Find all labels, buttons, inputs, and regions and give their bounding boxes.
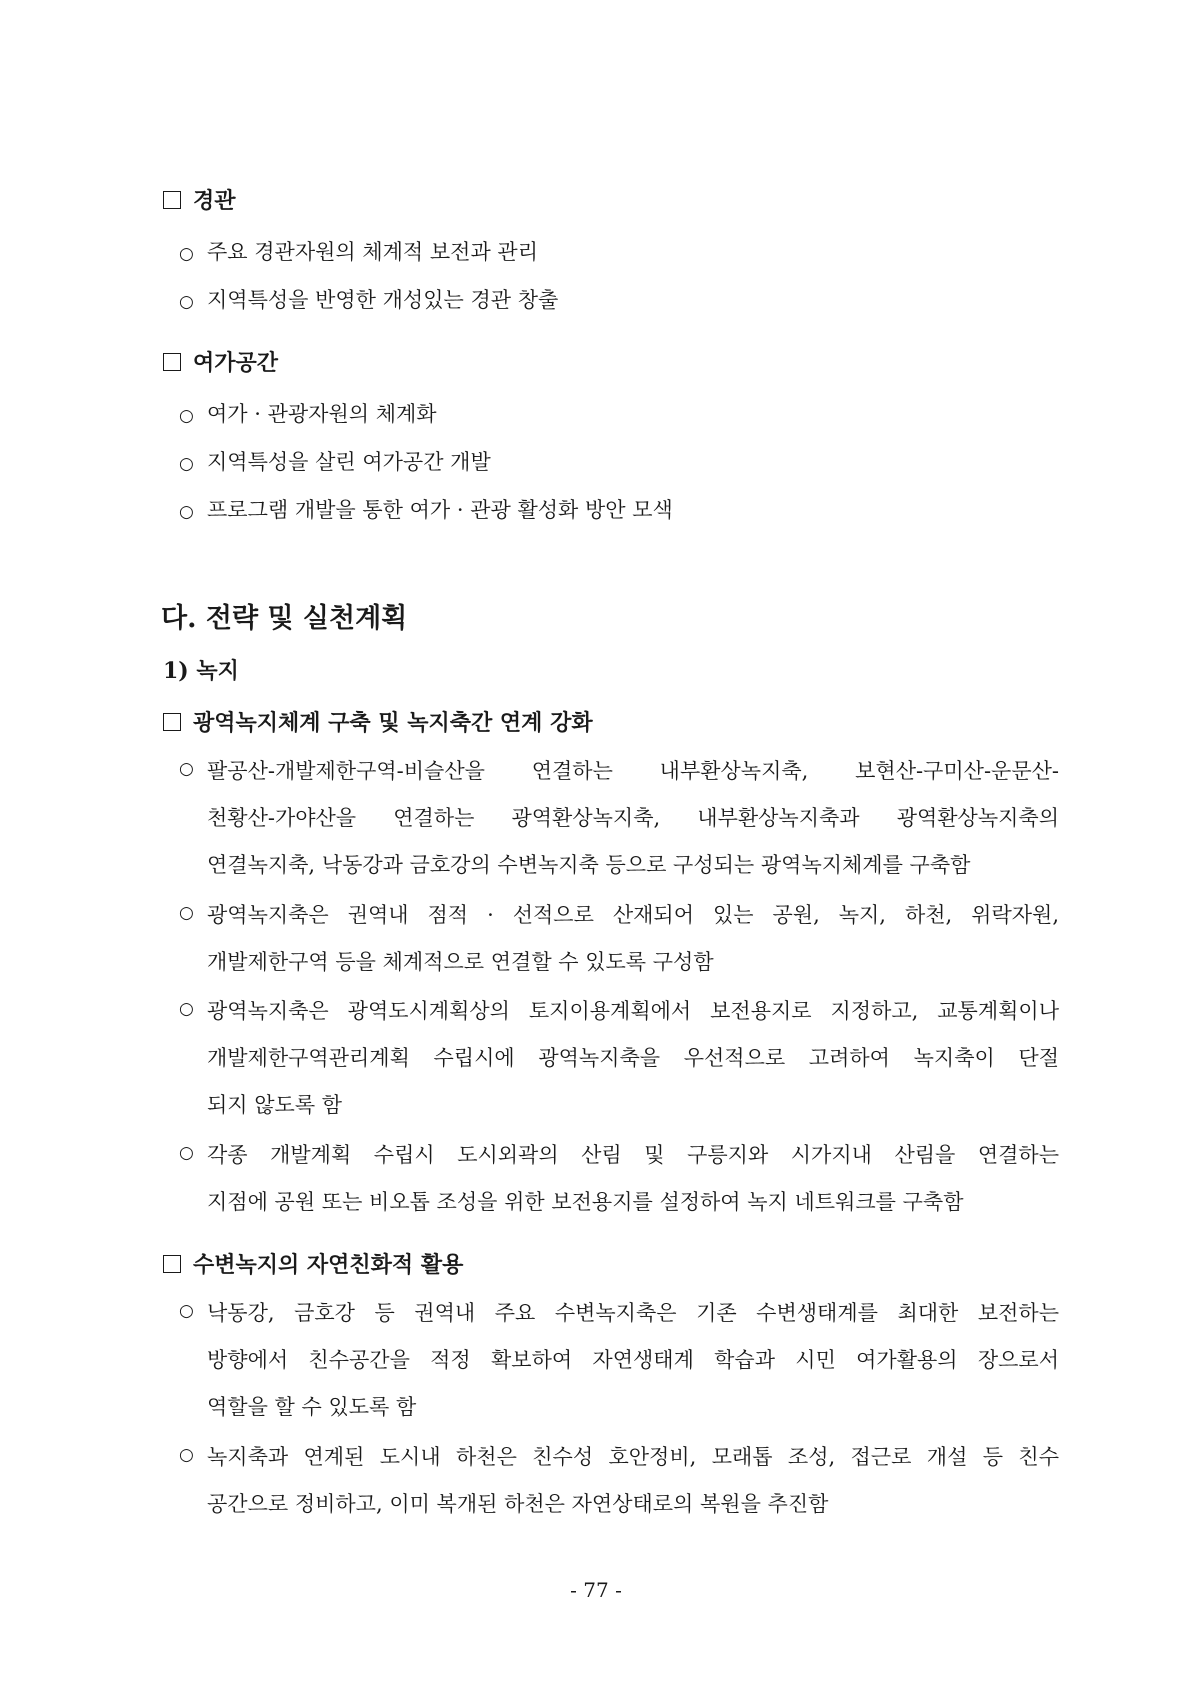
circle-bullet-icon: ○ (179, 454, 194, 474)
paragraph-line: 팔공산-개발제한구역-비슬산을 연결하는 내부환상녹지축, 보현산-구미산-운문산- (207, 759, 1059, 783)
regional-green-heading-text: 광역녹지체계 구축 및 녹지축간 연계 강화 (193, 710, 593, 736)
paragraph-line: 방향에서 친수공간을 적정 확보하여 자연생태계 학습과 시민 여가활용의 장으로서 (207, 1348, 1059, 1372)
paragraph-line: 광역녹지축은 광역도시계획상의 토지이용계획에서 보전용지로 지정하고, 교통계획이나 (207, 999, 1059, 1023)
landscape-bullet-2 (179, 284, 558, 314)
circle-bullet-icon: ○ (179, 1445, 194, 1465)
leisure-heading (163, 346, 278, 377)
paragraph-line: 광역녹지축은 권역내 점적 · 선적으로 산재되어 있는 공원, 녹지, 하천, 위락자원, (207, 903, 1059, 927)
page-number: - 77 - (570, 1578, 622, 1602)
bullet-text: 지역특성을 반영한 개성있는 경관 창출 (207, 288, 559, 312)
paragraph-line: 천황산-가야산을 연결하는 광역환상녹지축, 내부환상녹지축과 광역환상녹지축의 (207, 806, 1059, 830)
circle-bullet-icon: ○ (179, 1143, 194, 1163)
circle-bullet-icon: ○ (179, 999, 194, 1019)
checkbox-square-icon (163, 713, 181, 731)
checkbox-square-icon (163, 353, 181, 371)
leisure-heading-text: 여가공간 (193, 350, 279, 376)
circle-bullet-icon: ○ (179, 406, 194, 426)
paragraph-line: 각종 개발계획 수립시 도시외곽의 산림 및 구릉지와 시가지내 산림을 연결하는 (207, 1143, 1059, 1167)
paragraph-line: 역할을 할 수 있도록 함 (207, 1395, 417, 1419)
paragraph-line: 공간으로 정비하고, 이미 복개된 하천은 자연상태로의 복원을 추진함 (207, 1492, 829, 1516)
paragraph-line: 낙동강, 금호강 등 권역내 주요 수변녹지축은 기존 수변생태계를 최대한 보전하는 (207, 1301, 1059, 1325)
paragraph-line: 되지 않도록 함 (207, 1093, 343, 1117)
waterside-paragraph-1 (179, 1290, 1059, 1431)
bullet-text: 주요 경관자원의 체계적 보전과 관리 (207, 240, 538, 264)
circle-bullet-icon: ○ (179, 903, 194, 923)
waterside-green-heading-text: 수변녹지의 자연친화적 활용 (193, 1252, 464, 1278)
circle-bullet-icon: ○ (179, 292, 194, 312)
checkbox-square-icon (163, 1255, 181, 1273)
waterside-paragraph-2 (179, 1434, 1059, 1528)
regional-green-heading (163, 706, 593, 737)
leisure-bullet-2 (179, 446, 491, 476)
landscape-heading (163, 184, 236, 215)
leisure-bullet-3 (179, 494, 673, 524)
circle-bullet-icon: ○ (179, 1301, 194, 1321)
circle-bullet-icon: ○ (179, 502, 194, 522)
leisure-bullet-1 (179, 398, 437, 428)
circle-bullet-icon: ○ (179, 244, 194, 264)
circle-bullet-icon: ○ (179, 759, 194, 779)
paragraph-line: 지점에 공원 또는 비오톱 조성을 위한 보전용지를 설정하여 녹지 네트워크를 구축함 (207, 1190, 964, 1214)
greenery-subtitle: 1) 녹지 (163, 658, 239, 684)
regional-paragraph-2 (179, 892, 1059, 986)
regional-paragraph-1 (179, 748, 1059, 889)
landscape-bullet-1 (179, 236, 538, 266)
paragraph-line: 개발제한구역관리계획 수립시에 광역녹지축을 우선적으로 고려하여 녹지축이 단절 (207, 1046, 1059, 1070)
landscape-heading-text: 경관 (193, 188, 236, 214)
bullet-text: 지역특성을 살린 여가공간 개발 (207, 450, 491, 474)
checkbox-square-icon (163, 191, 181, 209)
paragraph-line: 연결녹지축, 낙동강과 금호강의 수변녹지축 등으로 구성되는 광역녹지체계를 구축함 (207, 853, 971, 877)
bullet-text: 여가 · 관광자원의 체계화 (207, 402, 437, 426)
strategy-section-title: 다. 전략 및 실천계획 (161, 603, 408, 634)
bullet-text: 프로그램 개발을 통한 여가 · 관광 활성화 방안 모색 (207, 498, 673, 522)
regional-paragraph-4 (179, 1132, 1059, 1226)
paragraph-line: 녹지축과 연계된 도시내 하천은 친수성 호안정비, 모래톱 조성, 접근로 개설 등 친수 (207, 1445, 1059, 1469)
regional-paragraph-3 (179, 988, 1059, 1129)
waterside-green-heading (163, 1248, 463, 1279)
paragraph-line: 개발제한구역 등을 체계적으로 연결할 수 있도록 구성함 (207, 950, 714, 974)
